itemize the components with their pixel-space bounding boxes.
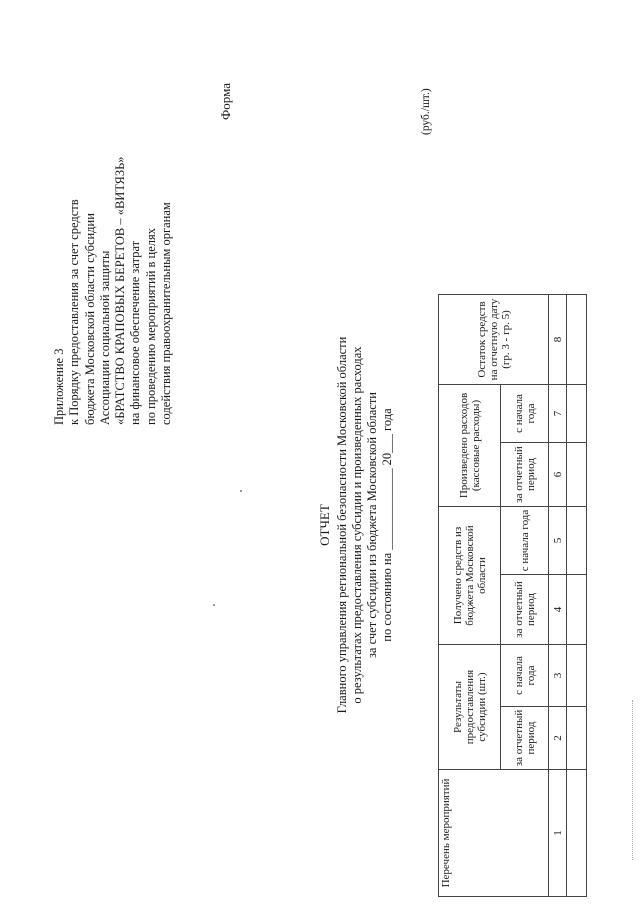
subheader-year-start: с начала года xyxy=(501,507,549,575)
appendix-line: к Порядку предоставления за счет средств xyxy=(67,199,82,425)
report-line: по состоянию на _____________ 20___ года xyxy=(380,408,394,642)
column-number: 1 xyxy=(549,770,567,897)
empty-cell xyxy=(567,770,587,897)
empty-cell xyxy=(567,295,587,385)
column-number: 2 xyxy=(549,707,567,770)
empty-cell xyxy=(567,575,587,645)
header-results: Результаты предоставления субсидии (шт.) xyxy=(439,645,501,770)
appendix-line: по проведению мероприятий в целях xyxy=(143,227,158,425)
empty-cell xyxy=(567,707,587,770)
column-number: 3 xyxy=(549,645,567,707)
report-table xyxy=(438,294,587,897)
report-line: за счет субсидии из бюджета Московской области xyxy=(365,392,379,659)
scan-speck xyxy=(213,604,215,606)
report-title: ОТЧЕТ xyxy=(317,504,332,546)
form-label: Форма xyxy=(218,83,233,120)
appendix-line: «БРАТСТВО КРАПОВЫХ БЕРЕТОВ – «ВИТЯЗЬ» xyxy=(113,156,128,425)
appendix-line: содействия правоохранительным органам xyxy=(159,202,174,425)
column-number: 7 xyxy=(549,385,567,443)
scan-speck xyxy=(240,490,242,492)
column-number: 5 xyxy=(549,507,567,575)
empty-cell xyxy=(567,645,587,707)
appendix-line: на финансовое обеспечение затрат xyxy=(128,240,143,425)
unit-note: (руб./шт.) xyxy=(420,88,432,135)
appendix-line: Приложение 3 xyxy=(52,348,66,425)
column-number: 6 xyxy=(549,443,567,507)
subheader-period: за отчетный период xyxy=(501,575,549,645)
header-expenses: Произведено расходов (кассовые расходы) xyxy=(439,385,501,507)
header-balance: Остаток средств на отчетную дату (гр. 3 - гр. 5) xyxy=(439,295,549,385)
subheader-year-start: с начала года xyxy=(501,645,549,707)
header-activities: Перечень мероприятий xyxy=(439,770,549,897)
report-heading xyxy=(317,315,395,735)
scan-edge-mark xyxy=(632,700,634,860)
subheader-period: за отчетный период xyxy=(501,443,549,507)
appendix-note xyxy=(52,85,174,425)
subheader-period: за отчетный период xyxy=(501,707,549,770)
appendix-line: Ассоциации социальной защиты xyxy=(97,250,112,425)
empty-cell xyxy=(567,443,587,507)
column-number: 4 xyxy=(549,575,567,645)
subheader-year-start: с начала года xyxy=(501,385,549,443)
empty-cell xyxy=(567,385,587,443)
report-line: Главного управления региональной безопасности Московской области xyxy=(335,336,349,714)
header-received: Получено средств из бюджета Московской области xyxy=(439,507,501,645)
appendix-line: бюджета Московской области субсидии xyxy=(82,213,97,425)
empty-cell xyxy=(567,507,587,575)
column-number: 8 xyxy=(549,295,567,385)
report-line: о результатах предоставления субсидии и произведенных расходах xyxy=(350,346,364,704)
